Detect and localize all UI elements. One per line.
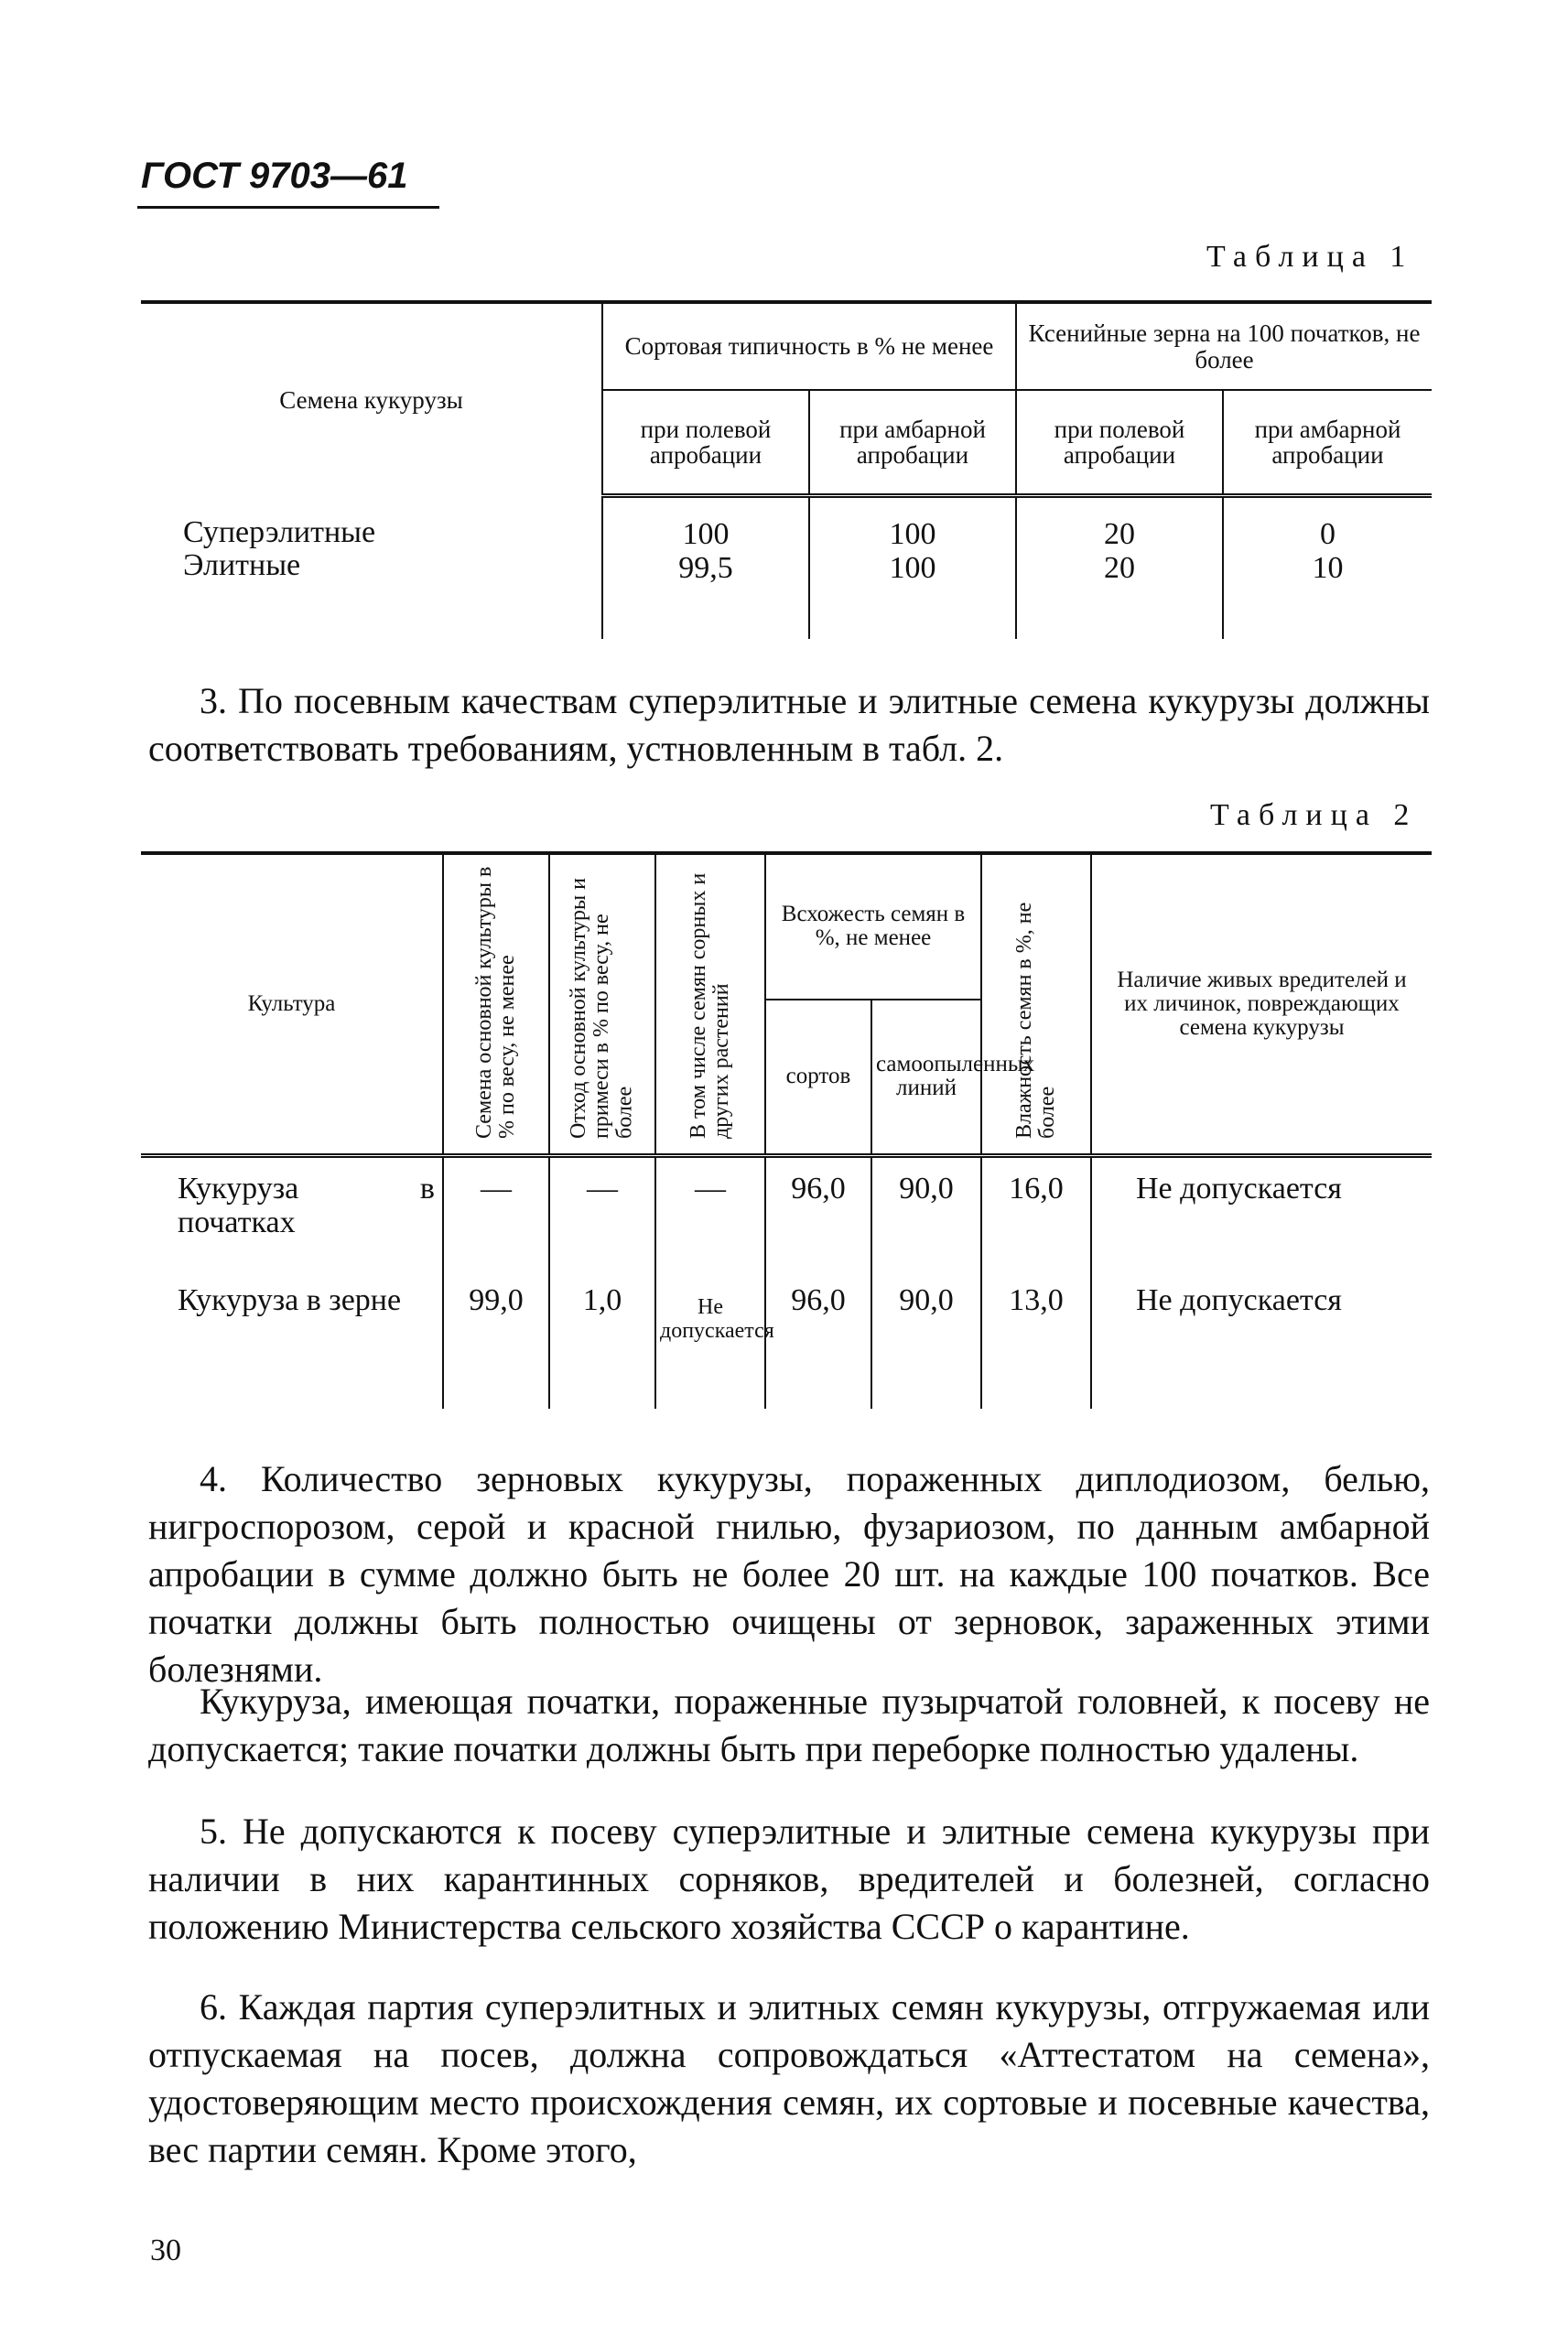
table2-header-main-seeds: Семена основной культуры в % по весу, не менее [471,866,519,1139]
table1-header-xenia: Ксенийные зерна на 100 початков, не более [1016,302,1432,390]
table1-caption: Таблица 1 [1206,240,1414,274]
table2 [141,851,1432,1409]
table2-cell: 1,0 [549,1270,655,1409]
table2-cell: 99,0 [443,1270,549,1409]
table2-row [141,1156,1432,1271]
document-code: ГОСТ 9703—61 [141,156,408,196]
table2-cell: — [549,1156,655,1271]
table2-cell: Не допускается [1091,1156,1432,1271]
table1-row-name: Суперэлитные [183,514,376,549]
table2-header-pests: Наличие живых вредителей и их личинок, повреждающих семена кукурузы [1091,853,1432,1153]
table2-cell: 90,0 [871,1156,981,1271]
table1-cell: 100 [682,517,730,551]
table1-header-seeds: Семена кукурузы [141,302,602,496]
table2-cell: 96,0 [765,1270,871,1409]
table1-subheader-barn: при амбарной апробации [809,390,1016,496]
table2-header-weeds: В том числе семян сорных и других растений [686,872,733,1139]
table2-cell: — [655,1156,765,1271]
table2-caption: Таблица 2 [1210,798,1418,832]
table2-header-culture: Культура [141,853,443,1153]
table1-cell: 10 [1312,550,1344,585]
table2-cell: 96,0 [765,1156,871,1271]
table2-header-moisture: Влажность семян в %, не более [1011,902,1059,1139]
paragraph-4: 4. Количество зерновых кукурузы, пораженных диплодиозом, белью, нигроспорозом, серой и красной гнилью, фузариозом, по данным амбарной апробации в сумме должно быть не более 20 шт. на каждые 100 початков. Все початки должны быть полностью очищены от зерновок, зараженных этими болезнями. [148,1458,1430,1690]
paragraph-5: 5. Не допускаются к посеву суперэлитные и элитные семена кукурузы при наличии в них карантинных сорняков, вредителей и болезней, согласно положению Министерства сельского хозяйства СССР о карантине. [148,1811,1430,1947]
table2-subheader-selfpollinated: самоопыленных линий [871,1000,981,1153]
table1-row [141,496,1432,640]
table1-cell: 100 [889,550,936,585]
table1-cell: 0 [1320,517,1336,551]
table2-row-name: Кукуруза в початках [178,1172,435,1239]
table2-row-name: Кукуруза в зерне [178,1283,402,1317]
table1-subheader-field: при полевой апробации [602,390,809,496]
table2-header-waste: Отход основной культуры и примеси в % по весу, не более [567,877,637,1139]
table1-cell: 20 [1104,517,1135,551]
table1-header-typicity: Сортовая типичность в % не менее [602,302,1016,390]
paragraph-3: 3. По посевным качествам суперэлитные и элитные семена кукурузы должны соответствовать требованиям, устновленным в табл. 2. [148,680,1430,769]
table1-cell: 99,5 [678,550,733,585]
table1-cell: 20 [1104,550,1135,585]
table2-cell: Не допускается [1091,1270,1432,1409]
table1-cell: 100 [889,517,936,551]
table2-cell: — [443,1156,549,1271]
table2-cell: 16,0 [981,1156,1091,1271]
paragraph-4b: Кукуруза, имеющая початки, пораженные пузырчатой головней, к посеву не допускается; такие початки должны быть при переборке полностью удалены. [148,1681,1430,1769]
table2-header-germination: Всхожесть семян в %, не менее [765,853,981,1000]
table1-row-name: Элитные [183,548,301,583]
paragraph-6: 6. Каждая партия суперэлитных и элитных семян кукурузы, отгружаемая или отпускаемая на посев, должна сопровождаться «Аттестатом на семена», удостоверяющим место происхождения семян, их сортовые и посевные качества, вес партии семян. Кроме этого, [148,1986,1430,2170]
table2-cell: 90,0 [871,1270,981,1409]
table2-cell: 13,0 [981,1270,1091,1409]
table2-cell: Не допускается [655,1270,765,1409]
table2-subheader-varieties: сортов [765,1000,871,1153]
table1-subheader-field: при полевой апробации [1016,390,1223,496]
table1 [141,300,1432,639]
table1-subheader-barn: при амбарной апробации [1223,390,1432,496]
table2-row [141,1270,1432,1409]
header-rule [137,206,439,209]
page-number: 30 [150,2233,181,2267]
